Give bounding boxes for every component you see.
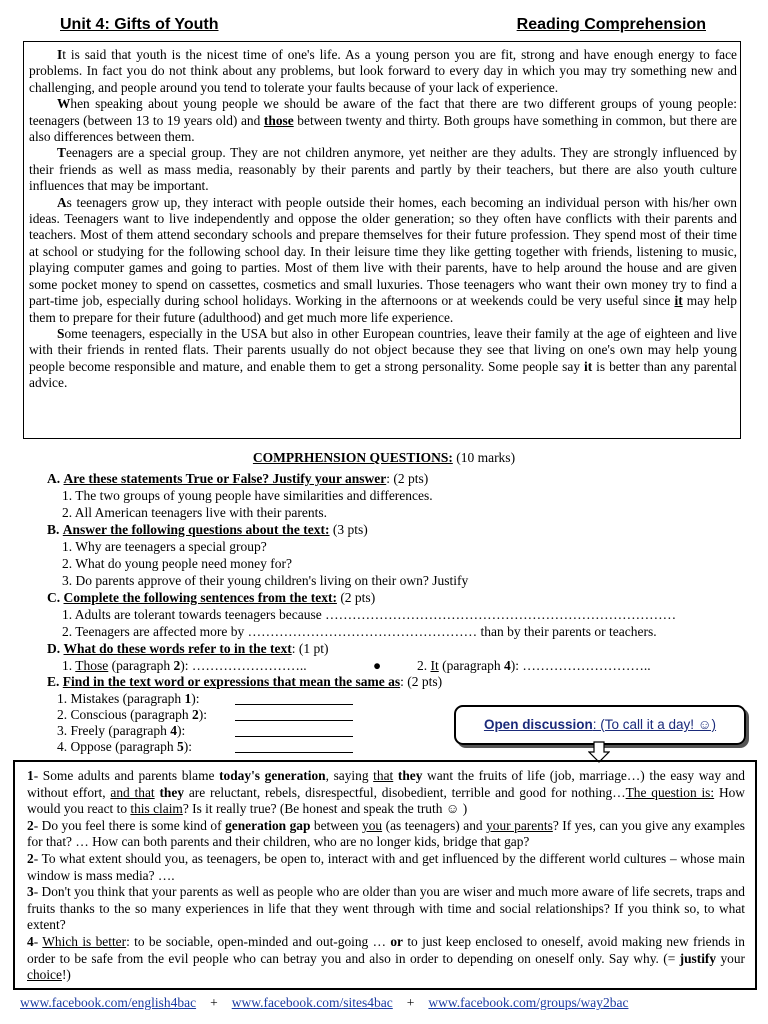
text: Which is better bbox=[42, 933, 127, 949]
item-number: 2. bbox=[417, 658, 431, 673]
text: justify bbox=[679, 950, 717, 966]
open-discussion-box bbox=[454, 705, 746, 745]
paragraph-number: 4 bbox=[170, 723, 177, 738]
item-number: 3 bbox=[27, 884, 34, 900]
bold-word-it: it bbox=[584, 358, 593, 374]
paragraph-3 bbox=[29, 145, 737, 194]
section-b-item: 2. What do young people need money for? bbox=[62, 556, 292, 571]
paragraph-text: ome teenagers, especially in the USA but also in other European countries, leave their family at the age of eighteen and live with their friends in rented flats. Their parents usually do not object because they see that living on one's own may help young people become responsible and mature, and enable them to get a strong personality. Some people say bbox=[29, 325, 737, 374]
text: ? Is it really true? (Be honest and speak the truth ☺ ) bbox=[182, 801, 468, 817]
questions-title: COMPRHENSION QUESTIONS: bbox=[252, 450, 453, 465]
discussion-item-3 bbox=[27, 884, 745, 934]
section-points: (2 pts) bbox=[336, 590, 376, 605]
paragraph-5 bbox=[29, 326, 737, 392]
text: ? If yes, can you give any examples for that? … How can both parents and their children, who are no longer kids, bridge that gap? bbox=[27, 817, 745, 850]
text: The question is: bbox=[625, 784, 715, 800]
paragraph-text: is better than any parental advice. bbox=[29, 358, 737, 391]
section-a-item: 2. All American teenagers live with their parents. bbox=[62, 505, 328, 520]
sentence-end: than by their parents or teachers. bbox=[477, 624, 657, 639]
answer-line bbox=[235, 752, 353, 753]
item-label: 3. Freely (paragraph bbox=[57, 723, 171, 738]
paragraph-label: (paragraph bbox=[438, 658, 504, 673]
text: your bbox=[716, 950, 745, 966]
text: today's generation bbox=[219, 768, 326, 783]
item-number: 1. bbox=[62, 658, 76, 673]
section-letter: D. bbox=[47, 641, 61, 656]
paragraph-number: 2 bbox=[191, 707, 199, 722]
item-end: ): bbox=[183, 739, 192, 754]
section-c-heading bbox=[47, 589, 375, 606]
reference-word-it: it bbox=[674, 293, 683, 309]
section-title: Are these statements True or False? Justify your answer bbox=[63, 471, 387, 486]
drop-letter: I bbox=[57, 47, 63, 62]
section-points: : (2 pts) bbox=[400, 674, 443, 689]
paragraph-2 bbox=[29, 96, 737, 145]
open-discussion-title: Open discussion bbox=[483, 717, 593, 732]
separator: + bbox=[406, 995, 415, 1010]
section-b-item: 1. Why are teenagers a special group? bbox=[62, 539, 267, 554]
paragraph-text: s teenagers grow up, they interact with people outside their homes, each becoming an individual person with his/her own ideas. Teenagers want to live independently and oppose the older generation; so they often have conflicts with their parents and teachers. Most of them attend secondary schools and prepare themselves for their future profession. They spend most of their time at school or studying for the following school day. In their leisure time they like getting together with friends, listening to music, playing computer games and going to parties. Most of them live with their parents, have to help around the house and are given some pocket money to spend on cassettes, cosmetics and small luxuries. Those teenagers who want their own money try to find a part-time job, especially during school holidays. Working in the afternoons or at weekends could be very useful since bbox=[29, 194, 737, 309]
text: this claim bbox=[130, 801, 183, 817]
paragraph-number: 1 bbox=[184, 691, 192, 706]
drop-letter: S bbox=[57, 325, 65, 341]
section-points: (3 pts) bbox=[329, 522, 368, 537]
discussion-item-1 bbox=[27, 768, 745, 818]
paragraph-number: 4 bbox=[503, 658, 511, 673]
text: - Do you feel there is some kind of bbox=[33, 817, 226, 833]
section-title: Reading Comprehension bbox=[516, 16, 706, 33]
section-e-item bbox=[57, 706, 207, 723]
paragraph-text: eenagers are a special group. They are not children anymore, yet neither are they adults. They are strongly influenced by their friends as well as mass media, reasonably by their parents and partly by their teachers, but there are also youth culture influences that may be important. bbox=[29, 145, 737, 194]
questions-marks: (10 marks) bbox=[452, 450, 516, 465]
text: and that bbox=[110, 784, 155, 800]
section-title: Complete the following sentences from the text: bbox=[63, 590, 337, 605]
bullet-separator: ● bbox=[373, 658, 382, 673]
text: - bbox=[33, 933, 43, 949]
questions-heading bbox=[0, 450, 768, 466]
unit-title: Unit 4: Gifts of Youth bbox=[60, 16, 219, 33]
section-e-item bbox=[57, 690, 199, 707]
text: How would you react to bbox=[27, 784, 745, 817]
drop-letter: W bbox=[57, 96, 71, 112]
discussion-box bbox=[13, 760, 757, 990]
text: to just keep enclosed to oneself, avoid making new friends in order to be safe from the evil people who can betray you and also in order to depending on oneself only. Say why. (= bbox=[27, 933, 745, 966]
section-title: Find in the text word or expressions that mean the same as bbox=[62, 674, 401, 689]
section-letter: A. bbox=[47, 471, 61, 486]
section-points: : (1 pt) bbox=[291, 641, 329, 656]
item-number: 4 bbox=[27, 933, 34, 949]
section-c-item bbox=[62, 623, 657, 640]
paragraph-text: hen speaking about young people we should be aware of the fact that there are two different groups of young people: teenagers (between 13 to 19 years old) and bbox=[29, 96, 737, 128]
answer-line bbox=[235, 736, 353, 737]
paragraph-text: t is said that youth is the nicest time of one's life. As a young person you are fit, strong and have enough energy to face problems. In fact you do not think about any problems, but look forward to every day in which you may try something new and challenging, and people around you tend to tolerate your faults because of your lack of experience. bbox=[29, 47, 737, 95]
section-b-heading bbox=[47, 521, 368, 538]
text: you bbox=[362, 817, 383, 833]
section-letter: B. bbox=[47, 522, 60, 537]
text: between bbox=[310, 817, 363, 833]
reference-word: It bbox=[430, 658, 439, 673]
item-number: 2 bbox=[27, 850, 34, 866]
item-end: ): bbox=[191, 691, 200, 706]
item-label: 4. Oppose (paragraph bbox=[57, 739, 177, 754]
text: generation gap bbox=[225, 817, 311, 833]
answer-dots: ): ……………………….. bbox=[510, 658, 651, 673]
text: want the fruits of life (job, marriage…) the easy way and without effort, bbox=[27, 768, 745, 800]
paragraph-4 bbox=[29, 195, 737, 326]
section-letter: C. bbox=[47, 590, 61, 605]
answer-line bbox=[235, 720, 353, 721]
discussion-item-2 bbox=[27, 818, 745, 851]
text: your parents bbox=[486, 817, 553, 833]
drop-letter: T bbox=[57, 145, 66, 161]
text: that bbox=[373, 768, 394, 783]
section-e-item bbox=[57, 722, 185, 739]
item-label: 2. Conscious (paragraph bbox=[57, 707, 192, 722]
text: they bbox=[397, 768, 423, 783]
section-d-heading bbox=[47, 640, 328, 657]
section-a-item: 1. The two groups of young people have similarities and differences. bbox=[62, 488, 433, 503]
text: - Some adults and parents blame bbox=[33, 768, 220, 783]
footer-links bbox=[20, 995, 628, 1011]
open-discussion-subtitle: : (To call it a day! ☺) bbox=[592, 717, 717, 732]
text: (as teenagers) and bbox=[382, 817, 487, 833]
text: or bbox=[390, 933, 403, 949]
paragraph-label: (paragraph bbox=[108, 658, 174, 673]
section-d-item-2 bbox=[417, 657, 651, 674]
text: they bbox=[159, 784, 185, 800]
reference-word-those: those bbox=[263, 112, 294, 128]
discussion-item-4 bbox=[27, 934, 745, 984]
section-d-item-1 bbox=[62, 657, 307, 674]
text: : to be sociable, open-minded and out-going … bbox=[126, 933, 391, 949]
text: - Don't you think that your parents as well as people who are older than you are wiser and much more aware of life secrets, traps and fruits thanks to the so many experiences in life that they went through with time and social relationships? If you think so, to what extent? bbox=[27, 884, 745, 933]
sentence-start: 2. Teenagers are affected more by …………………………………………… bbox=[62, 624, 478, 639]
item-end: ): bbox=[198, 707, 207, 722]
section-e-heading bbox=[47, 673, 442, 690]
text: - To what extent should you, as teenagers, be open to, interact with and get influenced by the different world cultures – whose main window is mass media? …. bbox=[27, 850, 745, 883]
item-number: 1 bbox=[27, 768, 34, 783]
section-title: What do these words refer to in the text bbox=[63, 641, 292, 656]
text: !) bbox=[61, 967, 71, 983]
footer-link-way2bac[interactable]: www.facebook.com/groups/way2bac bbox=[428, 995, 629, 1010]
discussion-item-2b bbox=[27, 851, 745, 884]
drop-letter: A bbox=[57, 194, 67, 210]
footer-link-english4bac[interactable]: www.facebook.com/english4bac bbox=[20, 995, 197, 1010]
item-end: ): bbox=[176, 723, 186, 738]
item-label: 1. Mistakes (paragraph bbox=[57, 691, 185, 706]
footer-link-sites4bac[interactable]: www.facebook.com/sites4bac bbox=[231, 995, 393, 1010]
section-e-item bbox=[57, 738, 192, 755]
reading-passage bbox=[23, 41, 741, 439]
paragraph-1 bbox=[29, 47, 737, 96]
paragraph-number: 2 bbox=[173, 658, 181, 673]
section-title: Answer the following questions about the text: bbox=[62, 522, 330, 537]
section-b-item: 3. Do parents approve of their young children's living on their own? Justify bbox=[62, 573, 469, 588]
item-number: 2 bbox=[27, 817, 34, 833]
text: choice bbox=[27, 967, 62, 983]
section-c-item: 1. Adults are tolerant towards teenagers because …………………………………………………………………… bbox=[62, 607, 677, 622]
paragraph-number: 5 bbox=[176, 739, 184, 754]
paragraph-text: between twenty and thirty. Both groups have something in common, but there are also differences between them. bbox=[29, 112, 737, 145]
paragraph-text: may help them to prepare for their future (adulthood) and get much more life experience. bbox=[29, 293, 738, 325]
reference-word: Those bbox=[75, 658, 109, 673]
section-letter: E. bbox=[47, 674, 60, 689]
text: , saying bbox=[325, 768, 374, 783]
section-points: : (2 pts) bbox=[386, 471, 429, 486]
answer-dots: ): …………………….. bbox=[180, 658, 307, 673]
answer-line bbox=[235, 704, 353, 705]
section-a-heading bbox=[47, 470, 428, 487]
text: are reluctant, rebels, disrespectful, disobedient, terrible and good for nothing… bbox=[184, 784, 626, 800]
separator: + bbox=[210, 995, 218, 1010]
